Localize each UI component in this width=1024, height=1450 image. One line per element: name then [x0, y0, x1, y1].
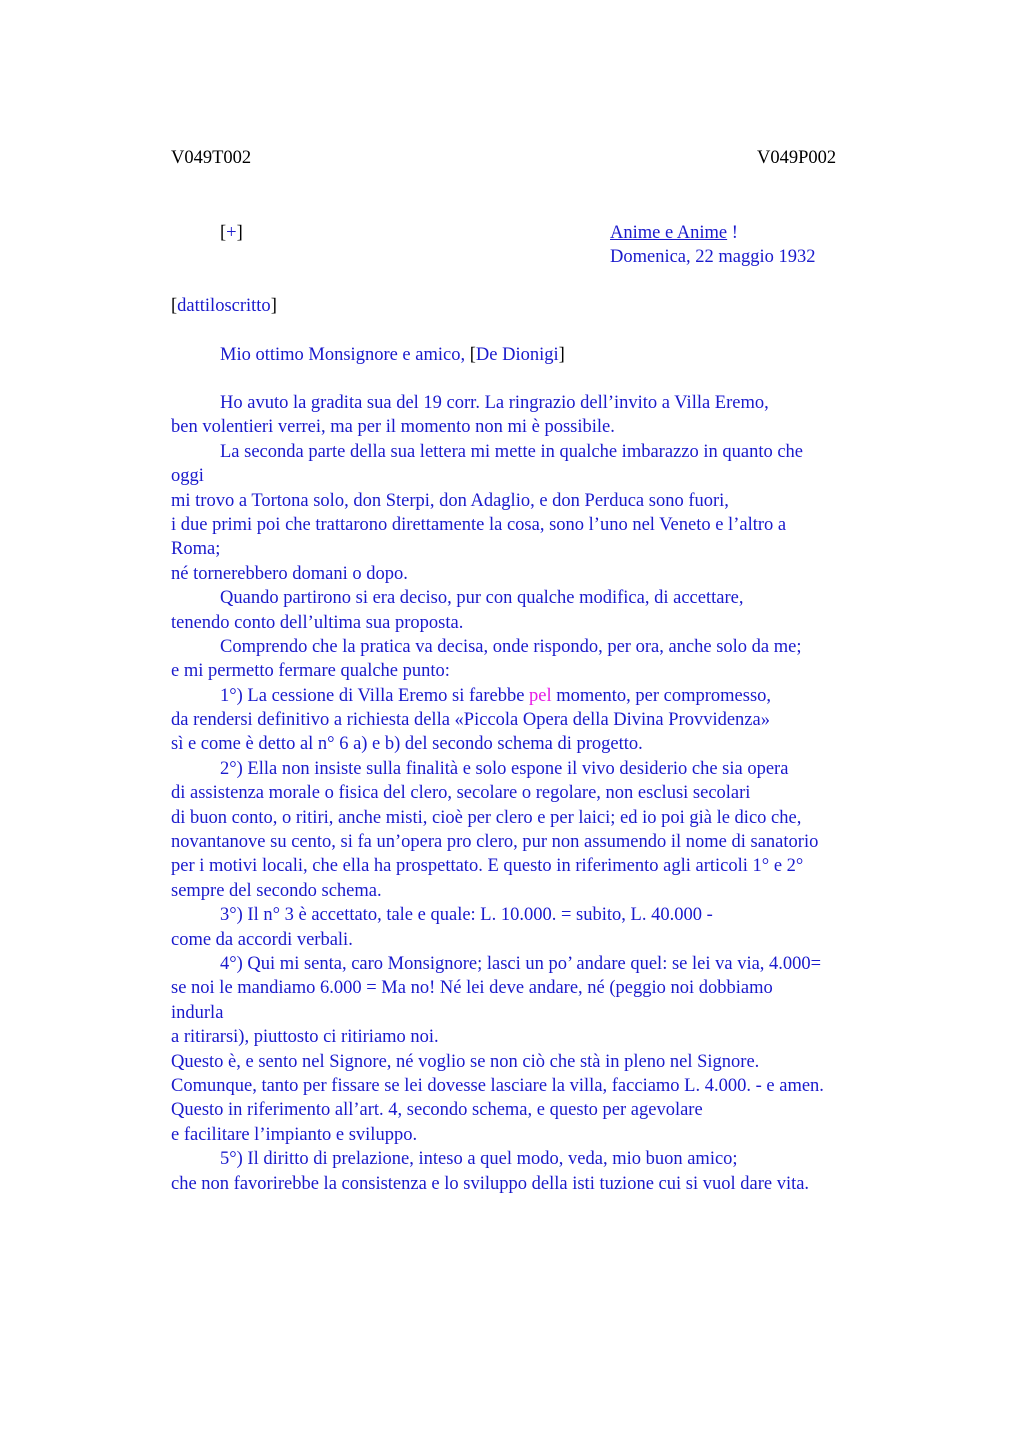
letter-body: [171, 391, 931, 1196]
body-line: e mi permetto fermare qualche punto:: [171, 661, 450, 682]
body-line-segment: momento, per compromesso,: [551, 685, 772, 706]
body-line: 4°) Qui mi senta, caro Monsignore; lasci un po’ andare quel: se lei va via, 4.000=: [220, 953, 822, 974]
note-close-bracket: ]: [270, 296, 277, 316]
marker-open-bracket: [: [220, 223, 227, 243]
body-line: La seconda parte della sua lettera mi mette in qualche imbarazzo in quanto che: [220, 441, 804, 462]
body-line: né tornerebbero domani o dopo.: [171, 563, 408, 584]
salutation-close-bracket: ]: [558, 345, 565, 365]
highlighted-word: pel: [529, 685, 552, 706]
salutation-text: Mio ottimo Monsignore e amico,: [220, 345, 470, 365]
body-line: oggi: [171, 466, 204, 487]
body-line: e facilitare l’impianto e sviluppo.: [171, 1124, 418, 1145]
body-line: tenendo conto dell’ultima sua proposta.: [171, 612, 464, 633]
note-open-bracket: [: [171, 296, 178, 316]
body-line: novantanove su cento, si fa un’opera pro clero, pur non assumendo il nome di sanatorio: [171, 832, 819, 853]
body-line: mi trovo a Tortona solo, don Sterpi, don Adaglio, e don Perduca sono fuori,: [171, 490, 729, 511]
body-line: Comprendo che la pratica va decisa, onde rispondo, per ora, anche solo da me;: [220, 636, 802, 657]
body-line: ben volentieri verrei, ma per il momento non mi è possibile.: [171, 417, 615, 438]
body-line: se noi le mandiamo 6.000 = Ma no! Né lei deve andare, né (peggio noi dobbiamo: [171, 978, 773, 999]
letter-date: Domenica, 22 maggio 1932: [610, 247, 816, 267]
body-line: a ritirarsi), piuttosto ci ritiriamo noi.: [171, 1027, 439, 1048]
salutation-name: De Dionigi: [475, 345, 559, 365]
heading-title-link[interactable]: Anime e Anime: [610, 223, 728, 243]
body-line: sì e come è detto al n° 6 a) e b) del secondo schema di progetto.: [171, 734, 643, 755]
salutation: [220, 343, 565, 367]
body-line: Questo è, e sento nel Signore, né voglio se non ciò che stà in pleno nel Signore.: [171, 1051, 760, 1072]
expand-marker[interactable]: [220, 221, 243, 245]
body-line: da rendersi definitivo a richiesta della «Piccola Opera della Divina Provvidenza»: [171, 710, 770, 731]
body-line: [171, 684, 931, 708]
note-text: dattiloscritto: [177, 296, 271, 316]
body-line: Comunque, tanto per fissare se lei dovesse lasciare la villa, facciamo L. 4.000. - e amen.: [171, 1075, 824, 1096]
body-line: sempre del secondo schema.: [171, 880, 382, 901]
body-line: indurla: [171, 1002, 224, 1023]
body-line: che non favorirebbe la consistenza e lo sviluppo della isti tuzione cui si vuol dare vita.: [171, 1173, 810, 1194]
body-line: Ho avuto la gradita sua del 19 corr. La ringrazio dell’invito a Villa Eremo,: [220, 393, 769, 413]
body-line: i due primi poi che trattarono direttamente la cosa, sono l’uno nel Veneto e l’altro a: [171, 514, 787, 535]
plus-icon[interactable]: +: [226, 223, 237, 243]
typescript-note: [171, 294, 277, 318]
body-line-segment: 1°) La cessione di Villa Eremo si farebbe: [220, 685, 530, 706]
letter-heading: [610, 221, 738, 245]
body-line: per i motivi locali, che ella ha prospettato. E questo in riferimento agli articoli 1° e 2°: [171, 856, 804, 877]
body-line: 2°) Ella non insiste sulla finalità e solo espone il vivo desiderio che sia opera: [220, 758, 789, 779]
body-line: Roma;: [171, 539, 221, 560]
body-line: come da accordi verbali.: [171, 929, 353, 950]
header-right-code: V049P002: [757, 148, 837, 168]
body-line: Quando partirono si era deciso, pur con qualche modifica, di accettare,: [220, 588, 744, 609]
salutation-open-bracket: [: [469, 345, 476, 365]
heading-exclamation: !: [727, 223, 738, 243]
body-line: Questo in riferimento all’art. 4, secondo schema, e questo per agevolare: [171, 1100, 703, 1121]
header-left-code: V049T002: [171, 148, 252, 168]
body-line: di assistenza morale o fisica del clero, secolare o regolare, non esclusi secolari: [171, 783, 751, 804]
body-line: 5°) Il diritto di prelazione, inteso a quel modo, veda, mio buon amico;: [220, 1149, 738, 1170]
marker-close-bracket: ]: [236, 223, 243, 243]
body-line: 3°) Il n° 3 è accettato, tale e quale: L. 10.000. = subito, L. 40.000 -: [220, 905, 713, 926]
body-line: di buon conto, o ritiri, anche misti, cioè per clero e per laici; ed io poi già le dico che,: [171, 807, 802, 828]
